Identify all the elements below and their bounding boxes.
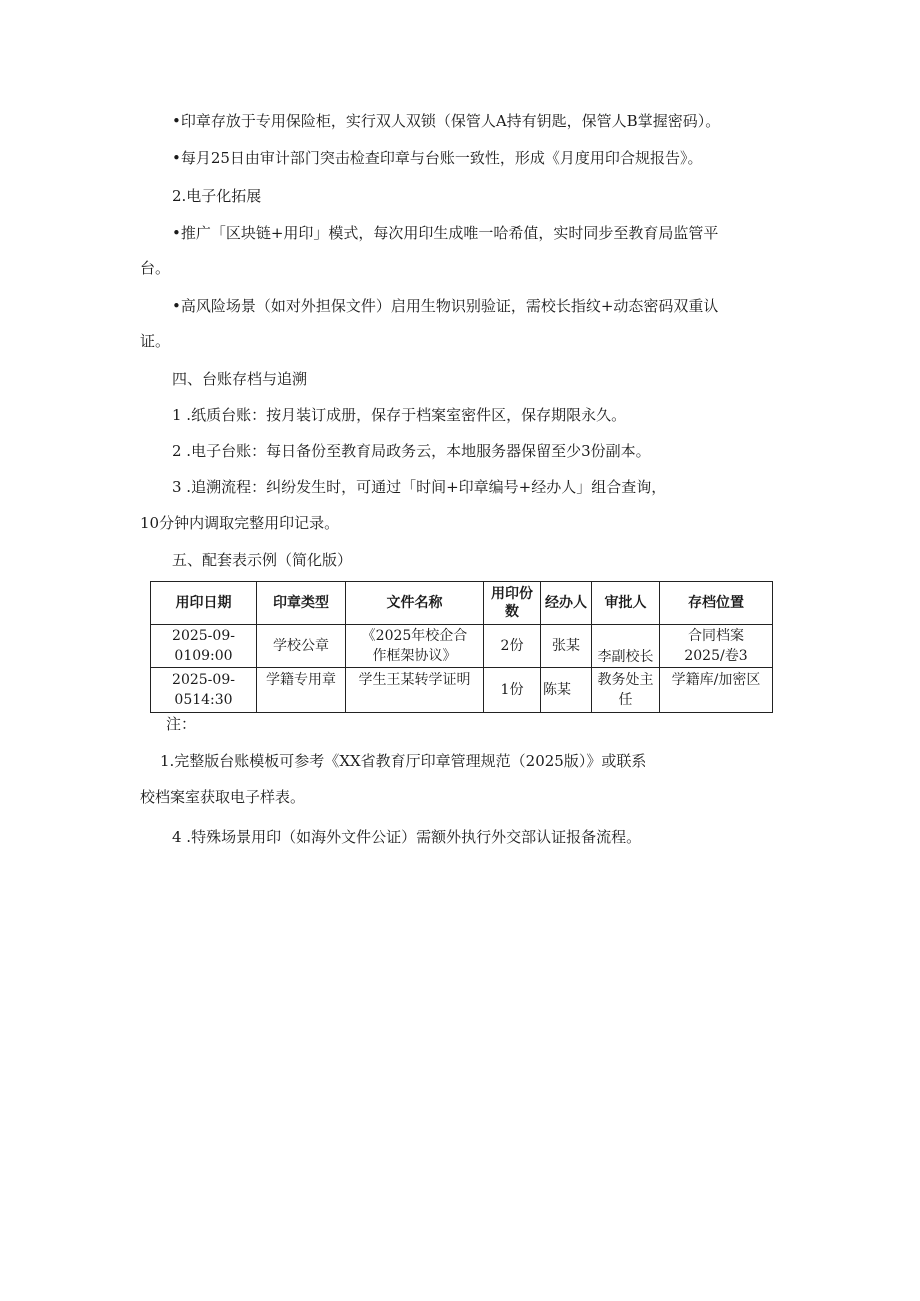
cell-archive-line2: 2025/卷3	[684, 648, 748, 664]
cell-file-line2: 作框架协议》	[372, 648, 457, 664]
cell-seal-type: 学校公章	[257, 625, 346, 668]
list-item-trace-cont: 10分钟内调取完整用印记录。	[140, 514, 340, 532]
note-label: 注：	[166, 715, 197, 733]
header-copies-line2: 数	[505, 604, 519, 620]
header-copies-line1: 用印份	[491, 586, 533, 602]
note-item-1: 1.完整版台账模板可参考《XX省教育厅印章管理规范（2025版）》或联系	[160, 752, 647, 770]
bullet-seal-storage: •印章存放于专用保险柜，实行双人双锁（保管人A持有钥匙，保管人B掌握密码）。	[172, 112, 721, 130]
bullet-biometric: •高风险场景（如对外担保文件）启用生物识别验证，需校长指纹+动态密码双重认	[172, 297, 719, 315]
cell-copies: 1份	[484, 668, 541, 713]
cell-file-name: 学生王某转学证明	[346, 668, 484, 713]
table-header-row	[151, 582, 773, 625]
bullet-blockchain-cont: 台。	[140, 259, 171, 277]
cell-file-line1: 《2025年校企合	[361, 628, 468, 644]
bullet-biometric-cont: 证。	[140, 332, 171, 350]
seal-ledger-table	[150, 581, 773, 713]
cell-date	[151, 625, 257, 668]
note-item-1-cont: 校档案室获取电子样表。	[140, 788, 306, 806]
table-row	[151, 625, 773, 668]
bullet-blockchain: •推广「区块链+用印」模式，每次用印生成唯一哈希值，实时同步至教育局监管平	[172, 224, 719, 242]
list-item-trace: 3 .追溯流程：纠纷发生时，可通过「时间+印章编号+经办人」组合查询，	[172, 478, 667, 496]
cell-file-name	[346, 625, 484, 668]
header-file-name: 文件名称	[346, 582, 484, 625]
subheading-digital: 2.电子化拓展	[172, 187, 262, 205]
cell-approver-line2: 任	[618, 692, 633, 708]
cell-copies: 2份	[484, 625, 541, 668]
cell-approver-line1: 教务处主	[597, 672, 654, 688]
header-handler: 经办人	[541, 582, 592, 625]
cell-handler: 张某	[541, 625, 592, 668]
cell-archive: 学籍库/加密区	[660, 668, 773, 713]
cell-date-line1: 2025-09-	[172, 628, 235, 644]
list-item-e-ledger: 2 .电子台账：每日备份至教育局政务云，本地服务器保留至少3份副本。	[172, 442, 651, 460]
cell-approver	[592, 668, 660, 713]
header-date: 用印日期	[151, 582, 257, 625]
cell-date-line1: 2025-09-	[172, 672, 235, 688]
table-row	[151, 668, 773, 713]
cell-date-line2: 0514:30	[174, 692, 233, 708]
cell-approver: 李副校长	[592, 625, 660, 668]
header-archive: 存档位置	[660, 582, 773, 625]
cell-seal-type: 学籍专用章	[257, 668, 346, 713]
bullet-audit-check: •每月25日由审计部门突击检查印章与台账一致性，形成《月度用印合规报告》。	[172, 149, 703, 167]
section-heading-5: 五、配套表示例（简化版）	[172, 551, 353, 569]
cell-date	[151, 668, 257, 713]
header-seal-type: 印章类型	[257, 582, 346, 625]
cell-archive	[660, 625, 773, 668]
note-item-4: 4 .特殊场景用印（如海外文件公证）需额外执行外交部认证报备流程。	[172, 828, 642, 846]
list-item-paper-ledger: 1 .纸质台账：按月装订成册，保存于档案室密件区，保存期限永久。	[172, 406, 627, 424]
section-heading-4: 四、台账存档与追溯	[172, 370, 308, 388]
header-approver: 审批人	[592, 582, 660, 625]
header-copies	[484, 582, 541, 625]
cell-handler: 陈某	[541, 668, 592, 713]
cell-date-line2: 0109:00	[174, 648, 233, 664]
cell-archive-line1: 合同档案	[688, 628, 744, 644]
